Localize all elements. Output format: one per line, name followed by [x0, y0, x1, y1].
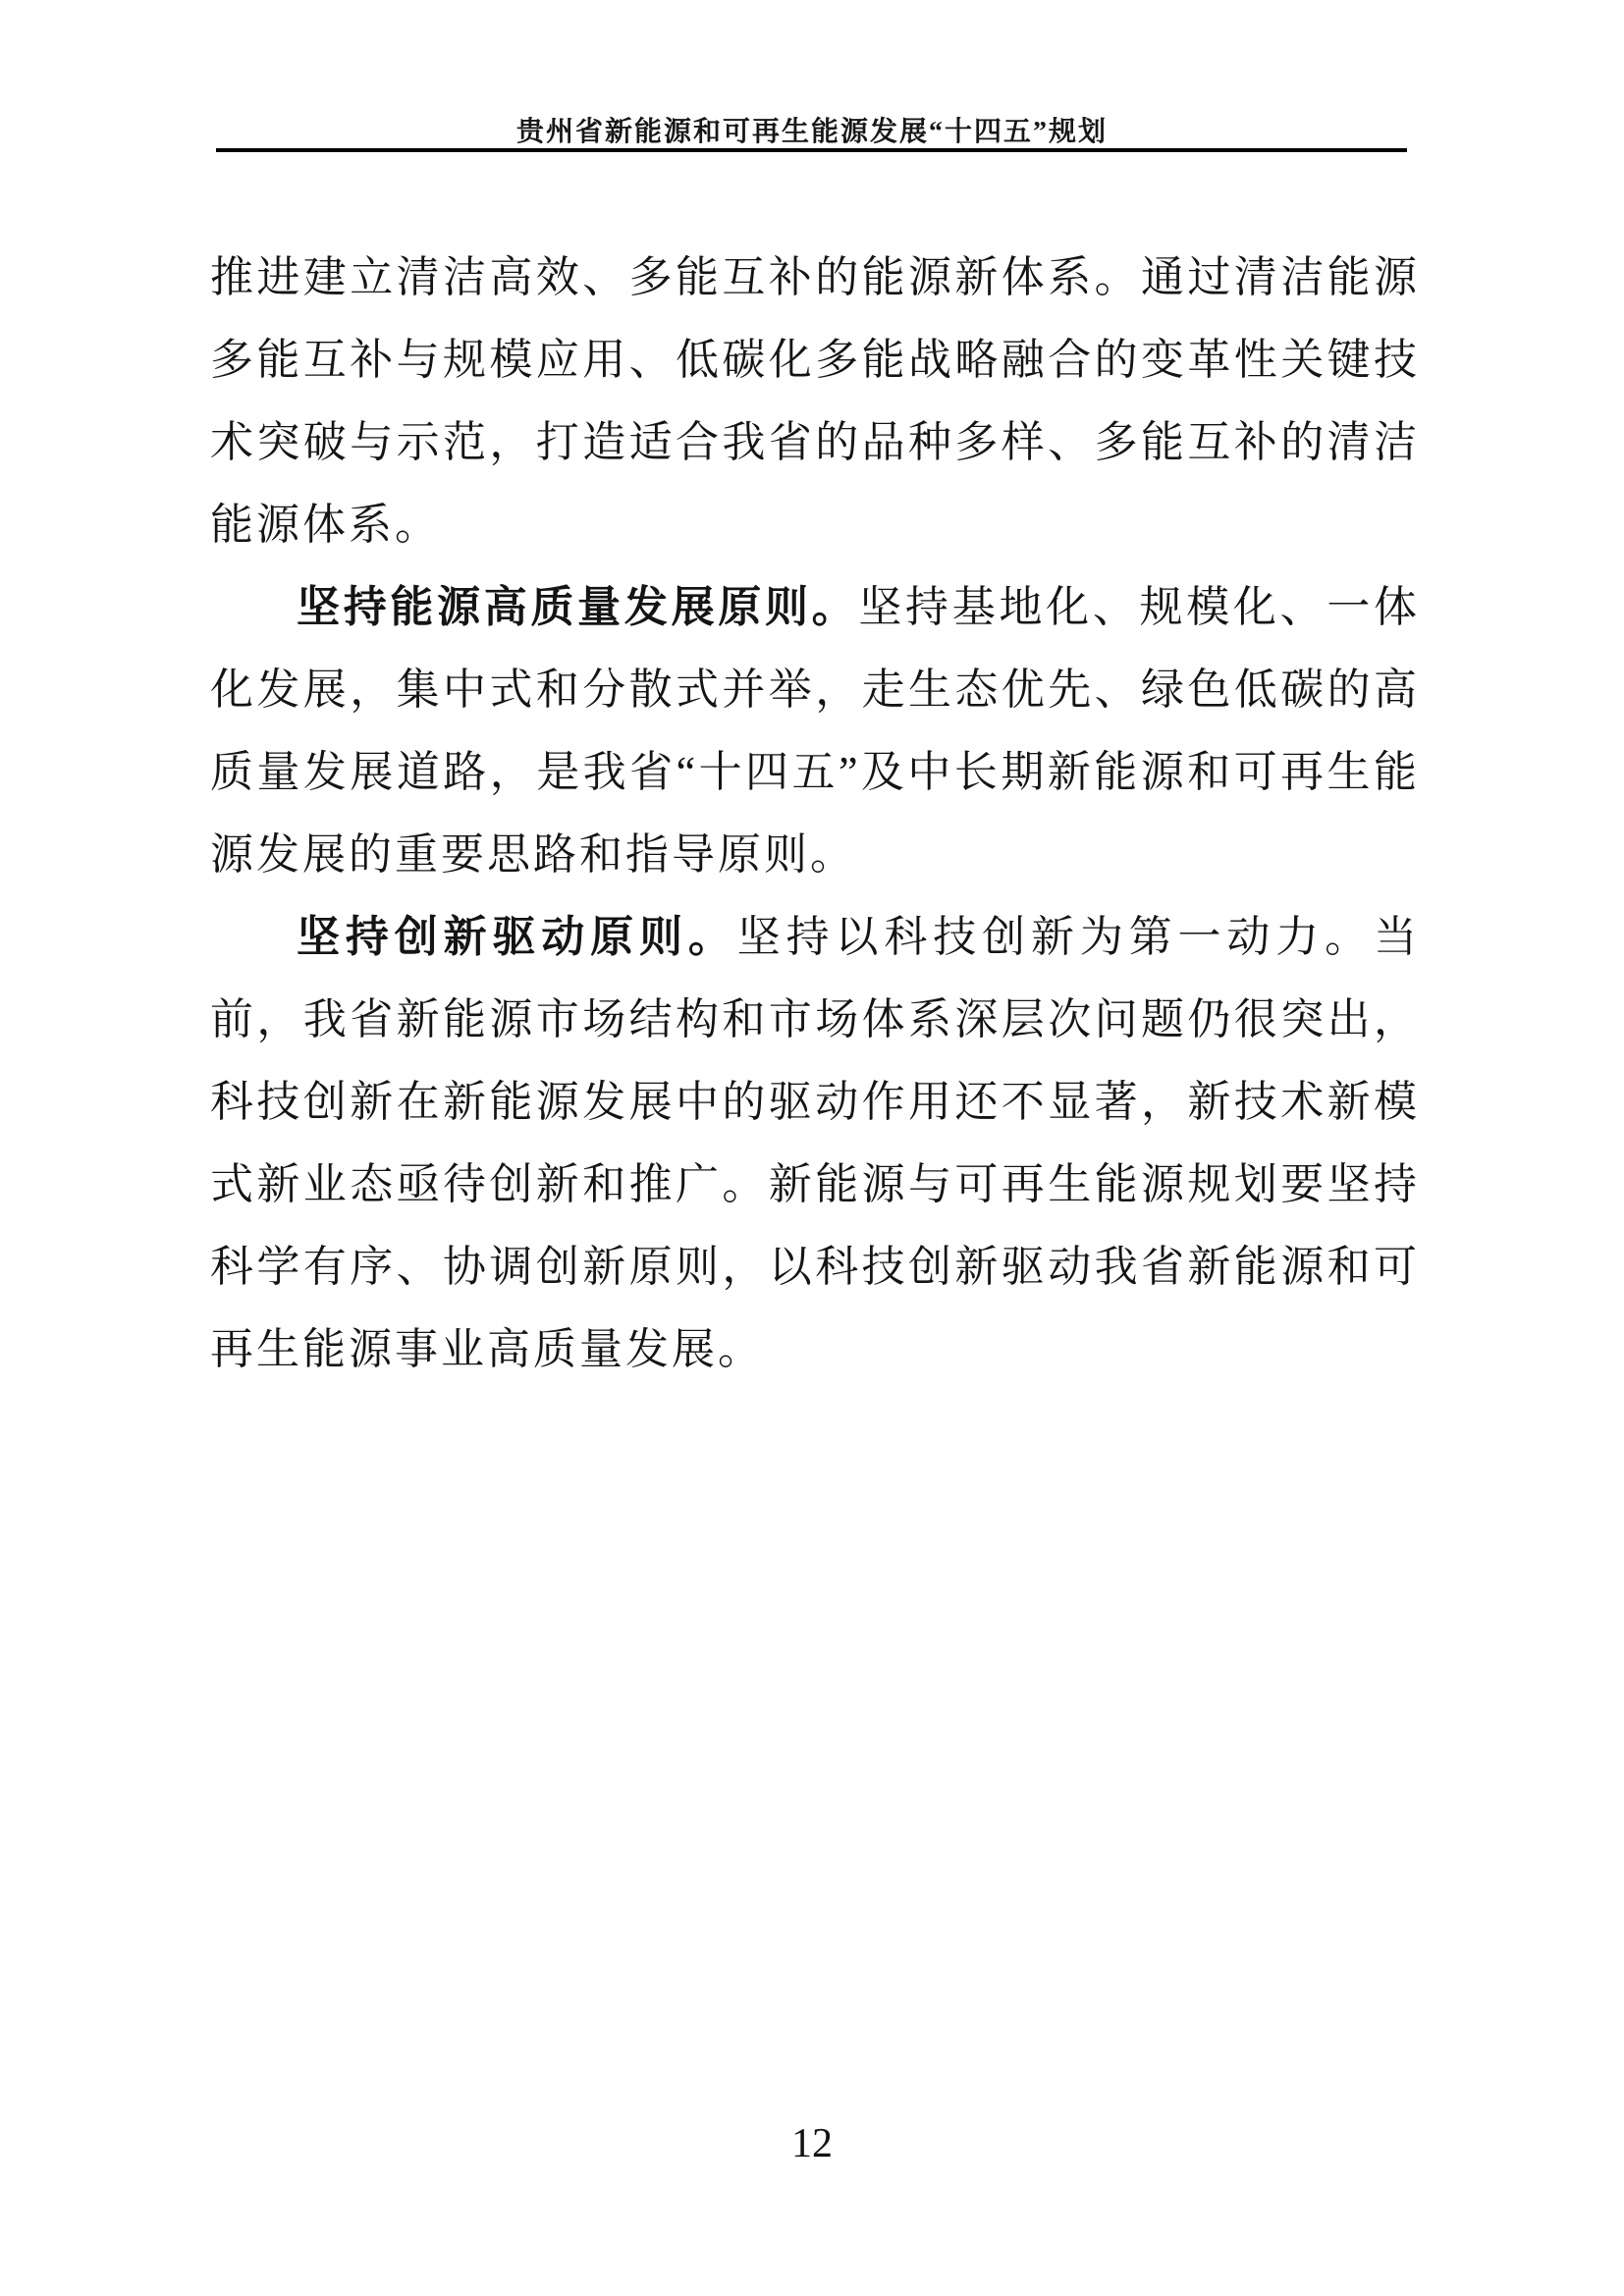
paragraph-innovation-principle	[210, 896, 1420, 1391]
paragraph-lead: 坚持创新驱动原则。	[297, 913, 737, 961]
paragraph-text: 推进建立清洁高效、多能互补的能源新体系。通过清洁能源多能互补与规模应用、低碳化多能战略融合的变革性关键技术突破与示范，打造适合我省的品种多样、多能互补的清洁能源体系。	[210, 253, 1420, 549]
paragraph-text: 坚持以科技创新为第一动力。当前，我省新能源市场结构和市场体系深层次问题仍很突出，科技创新在新能源发展中的驱动作用还不显著，新技术新模式新业态亟待创新和推广。新能源与可再生能源规划要坚持科学有序、协调创新原则，以科技创新驱动我省新能源和可再生能源事业高质量发展。	[210, 913, 1421, 1373]
paragraph-continuation	[210, 237, 1420, 566]
page-number: 12	[791, 2121, 833, 2166]
header-title: 贵州省新能源和可再生能源发展“十四五”规划	[515, 117, 1108, 147]
header-rule	[216, 148, 1407, 152]
paragraph-lead: 坚持能源高质量发展原则。	[297, 583, 859, 631]
document-body	[210, 237, 1420, 1391]
paragraph-energy-quality-principle	[210, 566, 1420, 896]
paragraph-text: 坚持基地化、规模化、一体化发展，集中式和分散式并举，走生态优先、绿色低碳的高质量发展道路，是我省“十四五”及中长期新能源和可再生能源发展的重要思路和指导原则。	[210, 583, 1421, 879]
